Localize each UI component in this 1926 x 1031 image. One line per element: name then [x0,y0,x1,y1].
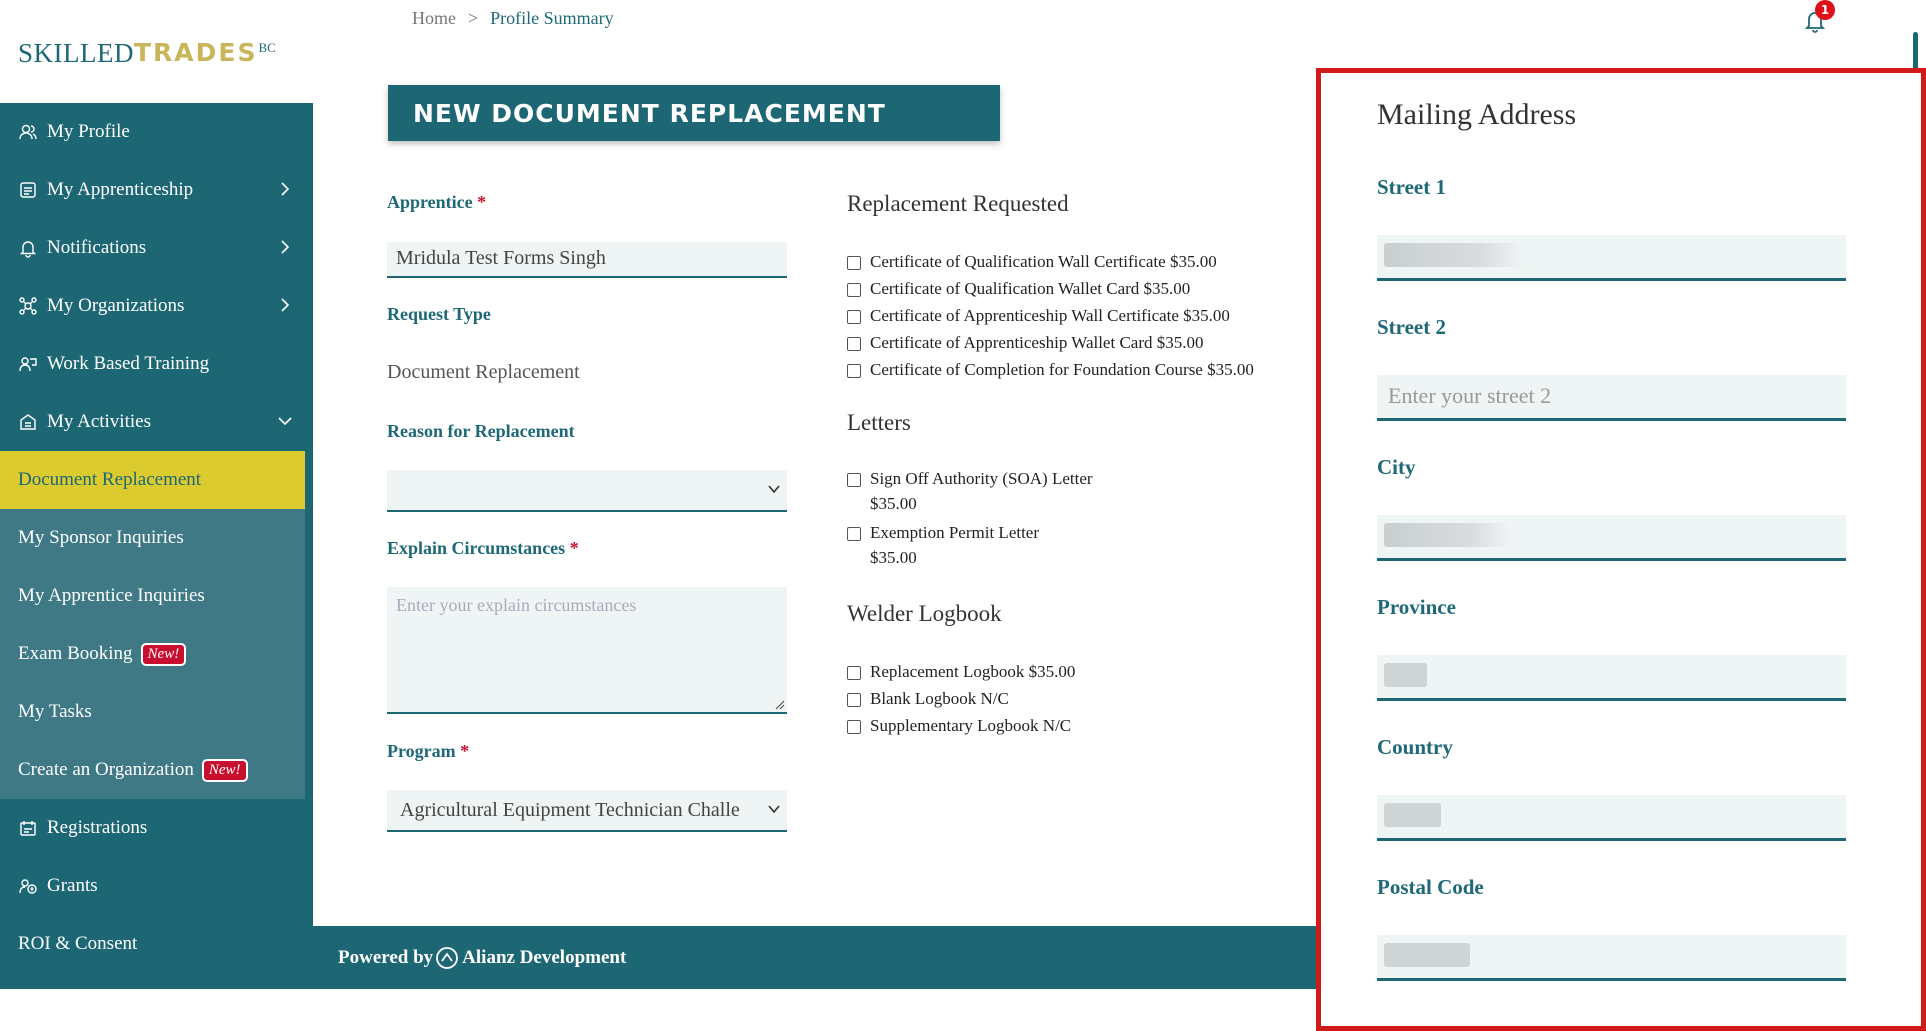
checkbox[interactable] [847,693,861,707]
explain-label-text: Explain Circumstances [387,538,566,558]
checkbox-label: Certificate of Qualification Wall Certificate $35.00 [870,252,1217,271]
chevron-down-icon [277,413,293,429]
replacement-option[interactable] [847,252,1217,272]
logo-skilled-text: SKILLED [18,38,134,68]
chevron-down-icon [767,802,781,816]
checkbox-label: Certificate of Qualification Wallet Card $35.00 [870,279,1191,298]
breadcrumb [412,0,614,29]
program-label [387,741,469,762]
checkbox-label: Supplementary Logbook N/C [870,716,1072,735]
checkbox[interactable] [847,310,861,324]
sidebar-item-label: My Profile [47,121,130,142]
checkbox[interactable] [847,666,861,680]
footer-company-link[interactable]: Alianz Development [462,946,627,968]
welder-logbook-title: Welder Logbook [847,601,1002,626]
letter-option[interactable] [847,469,1093,514]
redacted-value [1384,803,1441,827]
replacement-option[interactable] [847,306,1230,326]
logbook-option[interactable] [847,716,1071,736]
redacted-value [1384,243,1521,267]
sidebar-item-my-apprenticeship[interactable] [0,161,313,219]
training-icon [18,354,38,374]
checkbox[interactable] [847,337,861,351]
chevron-right-icon [277,239,293,255]
city-label: City [1377,455,1416,479]
reason-select[interactable] [387,470,787,512]
sidebar-item-label: My Organizations [47,295,185,316]
reason-label: Reason for Replacement [387,421,575,441]
sidebar-item-label: My Sponsor Inquiries [18,527,184,548]
country-field[interactable] [1377,795,1846,841]
notification-count-badge: 1 [1815,0,1835,20]
required-marker: * [460,741,470,761]
letter-name: Sign Off Authority (SOA) Letter [870,469,1093,488]
sidebar-item-document-replacement[interactable] [0,451,305,509]
letter-option[interactable] [847,523,1039,568]
organization-icon [18,296,38,316]
sidebar-item-label: My Apprenticeship [47,179,194,200]
program-label-text: Program [387,741,456,761]
sidebar-item-grants[interactable] [0,857,313,915]
apprentice-label-text: Apprentice [387,192,473,212]
program-select-value: Agricultural Equipment Technician Challe [400,799,740,821]
sidebar-item-label: My Tasks [18,701,92,722]
request-type-value: Document Replacement [387,361,580,383]
chevron-right-icon [277,297,293,313]
explain-textarea[interactable] [387,587,787,714]
sidebar-item-label: Create an Organization [18,759,194,780]
logo-trades-text: TRADES [133,38,258,67]
province-label: Province [1377,595,1456,619]
breadcrumb-home[interactable]: Home [412,8,456,28]
sidebar-item-registrations[interactable] [0,799,313,857]
postal-code-label: Postal Code [1377,875,1484,899]
grants-icon [18,876,38,896]
logbook-option[interactable] [847,662,1075,682]
sidebar-item-exam-booking[interactable] [0,625,305,683]
sidebar-item-my-profile[interactable] [0,103,313,161]
sidebar-item-label: Work Based Training [47,353,210,374]
mailing-address-title: Mailing Address [1377,98,1577,131]
sidebar-item-my-sponsor-inquiries[interactable] [0,509,305,567]
checkbox-label: Blank Logbook N/C [870,689,1009,708]
required-marker: * [477,192,487,212]
apprenticeship-icon [18,180,38,200]
sidebar-item-my-tasks[interactable] [0,683,305,741]
resize-handle-icon[interactable] [773,698,785,710]
new-badge: New! [202,759,248,782]
street2-label: Street 2 [1377,315,1446,339]
checkbox[interactable] [847,364,861,378]
sidebar-item-label: Exam Booking [18,643,133,664]
request-type-label: Request Type [387,304,491,324]
checkbox[interactable] [847,473,861,487]
sidebar-item-notifications[interactable] [0,219,313,277]
logo-bc-text: BC [258,40,276,55]
alianz-logo-icon [435,946,459,970]
apprentice-field[interactable]: Mridula Test Forms Singh [387,242,787,278]
registrations-icon [18,818,38,838]
checkbox[interactable] [847,256,861,270]
redacted-value [1384,663,1427,687]
replacement-option[interactable] [847,279,1190,299]
logbook-option[interactable] [847,689,1009,709]
bell-icon [18,238,38,258]
checkbox-label: Replacement Logbook $35.00 [870,662,1076,681]
checkbox-label [870,523,1039,568]
street1-label: Street 1 [1377,175,1446,199]
sidebar-item-label: Notifications [47,237,147,258]
replacement-option[interactable] [847,360,1254,380]
footer-powered-by: Powered by [338,946,434,968]
sidebar-item-label: Document Replacement [18,469,202,490]
sidebar-item-label: Registrations [47,817,148,838]
scrollbar-thumb[interactable] [1913,32,1918,72]
letter-price: $35.00 [870,494,917,513]
breadcrumb-current[interactable]: Profile Summary [490,8,614,28]
sidebar-item-label: ROI & Consent [18,933,138,954]
sidebar-item-create-organization[interactable] [0,741,305,799]
letter-name: Exemption Permit Letter [870,523,1040,542]
sidebar-item-work-based-training[interactable] [0,335,313,393]
sidebar-item-my-apprentice-inquiries[interactable] [0,567,305,625]
explain-label [387,538,579,559]
checkbox-label: Certificate of Apprenticeship Wallet Card $35.00 [870,333,1204,352]
sidebar-item-my-activities[interactable] [0,393,313,451]
city-field[interactable] [1377,515,1846,561]
replacement-option[interactable] [847,333,1204,353]
skilled-trades-bc-logo[interactable] [18,38,276,68]
redacted-value [1384,943,1470,967]
street2-field[interactable]: Enter your street 2 [1377,375,1846,421]
sidebar [0,103,313,989]
letters-title: Letters [847,410,911,435]
checkbox-label [870,469,1093,514]
redacted-value [1384,523,1508,547]
postal-code-field[interactable] [1377,935,1846,981]
chevron-down-icon [767,482,781,496]
sidebar-item-label: My Activities [47,411,151,432]
replacement-requested-title: Replacement Requested [847,191,1069,216]
sidebar-item-label: Grants [47,875,98,896]
checkbox[interactable] [847,720,861,734]
explain-placeholder: Enter your explain circumstances [396,595,637,615]
program-select[interactable] [387,790,787,832]
page-title: NEW DOCUMENT REPLACEMENT [388,85,1000,141]
checkbox[interactable] [847,527,861,541]
activities-icon [18,412,38,432]
street1-field[interactable] [1377,235,1846,281]
breadcrumb-separator: > [468,8,479,28]
sidebar-item-roi-consent[interactable] [0,915,313,973]
country-label: Country [1377,735,1453,759]
user-icon [18,122,38,142]
checkbox[interactable] [847,283,861,297]
required-marker: * [569,538,579,558]
letter-price: $35.00 [870,548,917,567]
sidebar-item-my-organizations[interactable] [0,277,313,335]
chevron-right-icon [277,181,293,197]
province-field[interactable] [1377,655,1846,701]
sidebar-submenu-activities [0,451,305,799]
apprentice-label [387,192,486,213]
new-badge: New! [141,643,187,666]
checkbox-label: Certificate of Completion for Foundation Course $35.00 [870,360,1254,379]
sidebar-item-label: My Apprentice Inquiries [18,585,205,606]
checkbox-label: Certificate of Apprenticeship Wall Certificate $35.00 [870,306,1230,325]
